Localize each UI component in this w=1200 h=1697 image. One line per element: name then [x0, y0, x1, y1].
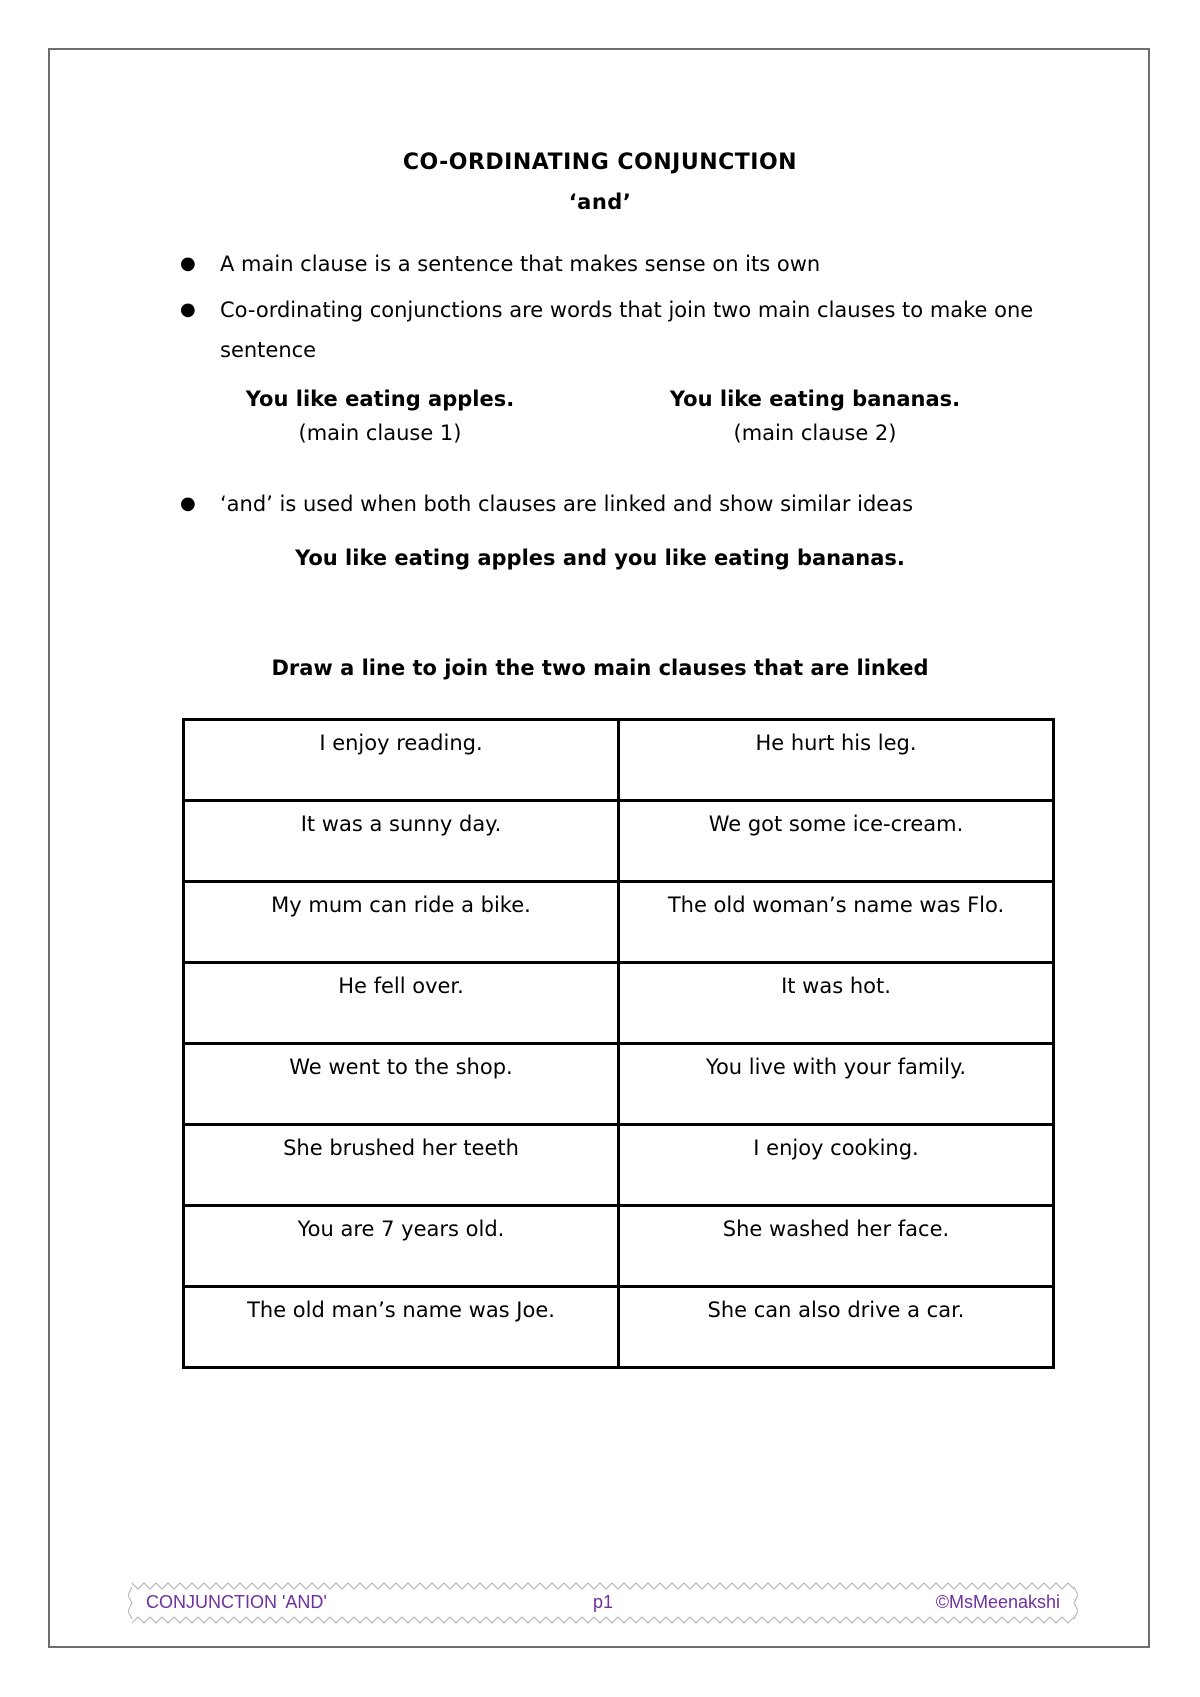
example-clause-2 — [645, 382, 985, 450]
footer-copyright: ©MsMeenakshi — [935, 1592, 1060, 1612]
clause-left-cell[interactable]: My mum can ride a bike. — [184, 882, 619, 963]
bullet-dot-icon: ● — [180, 493, 196, 514]
table-row — [184, 1044, 1054, 1125]
page-title: CO-ORDINATING CONJUNCTION — [402, 150, 798, 175]
table-row — [184, 801, 1054, 882]
clause-left-cell[interactable]: We went to the shop. — [184, 1044, 619, 1125]
bullet-text: ‘and’ is used when both clauses are linked and show similar ideas — [220, 492, 914, 516]
table-row — [184, 720, 1054, 801]
example-clause-1 — [220, 382, 540, 450]
clause-left-cell[interactable]: You are 7 years old. — [184, 1206, 619, 1287]
clause-left-cell[interactable]: She brushed her teeth — [184, 1125, 619, 1206]
example-sentence: You like eating apples. — [245, 387, 515, 411]
clause-right-cell[interactable]: He hurt his leg. — [619, 720, 1054, 801]
bullet-text: Co-ordinating conjunctions are words that join two main clauses to make one sentence — [220, 298, 1034, 362]
matching-table — [182, 718, 1055, 1369]
example-label: (main clause 1) — [298, 421, 462, 445]
bullet-dot-icon: ● — [180, 299, 196, 320]
bullet-dot-icon: ● — [180, 253, 196, 274]
table-row — [184, 1125, 1054, 1206]
page-subtitle: ‘and’ — [568, 190, 632, 214]
clause-right-cell[interactable]: She can also drive a car. — [619, 1287, 1054, 1368]
clause-right-cell[interactable]: We got some ice-cream. — [619, 801, 1054, 882]
clause-right-cell[interactable]: I enjoy cooking. — [619, 1125, 1054, 1206]
clause-right-cell[interactable]: She washed her face. — [619, 1206, 1054, 1287]
page-footer — [128, 1581, 1078, 1625]
clause-right-cell[interactable]: It was hot. — [619, 963, 1054, 1044]
example-sentence: You like eating bananas. — [669, 387, 961, 411]
table-row — [184, 963, 1054, 1044]
table-row — [184, 882, 1054, 963]
footer-left: CONJUNCTION 'AND' — [146, 1592, 327, 1612]
bullet-text: A main clause is a sentence that makes sense on its own — [220, 252, 821, 276]
example-label: (main clause 2) — [733, 421, 897, 445]
clause-right-cell[interactable]: The old woman’s name was Flo. — [619, 882, 1054, 963]
clause-left-cell[interactable]: He fell over. — [184, 963, 619, 1044]
clause-left-cell[interactable]: The old man’s name was Joe. — [184, 1287, 619, 1368]
clause-left-cell[interactable]: It was a sunny day. — [184, 801, 619, 882]
combined-sentence: You like eating apples and you like eating bananas. — [295, 546, 905, 570]
exercise-instruction: Draw a line to join the two main clauses that are linked — [271, 656, 929, 680]
table-row — [184, 1206, 1054, 1287]
footer-page-number: p1 — [592, 1592, 614, 1612]
clause-right-cell[interactable]: You live with your family. — [619, 1044, 1054, 1125]
table-row — [184, 1287, 1054, 1368]
clause-left-cell[interactable]: I enjoy reading. — [184, 720, 619, 801]
